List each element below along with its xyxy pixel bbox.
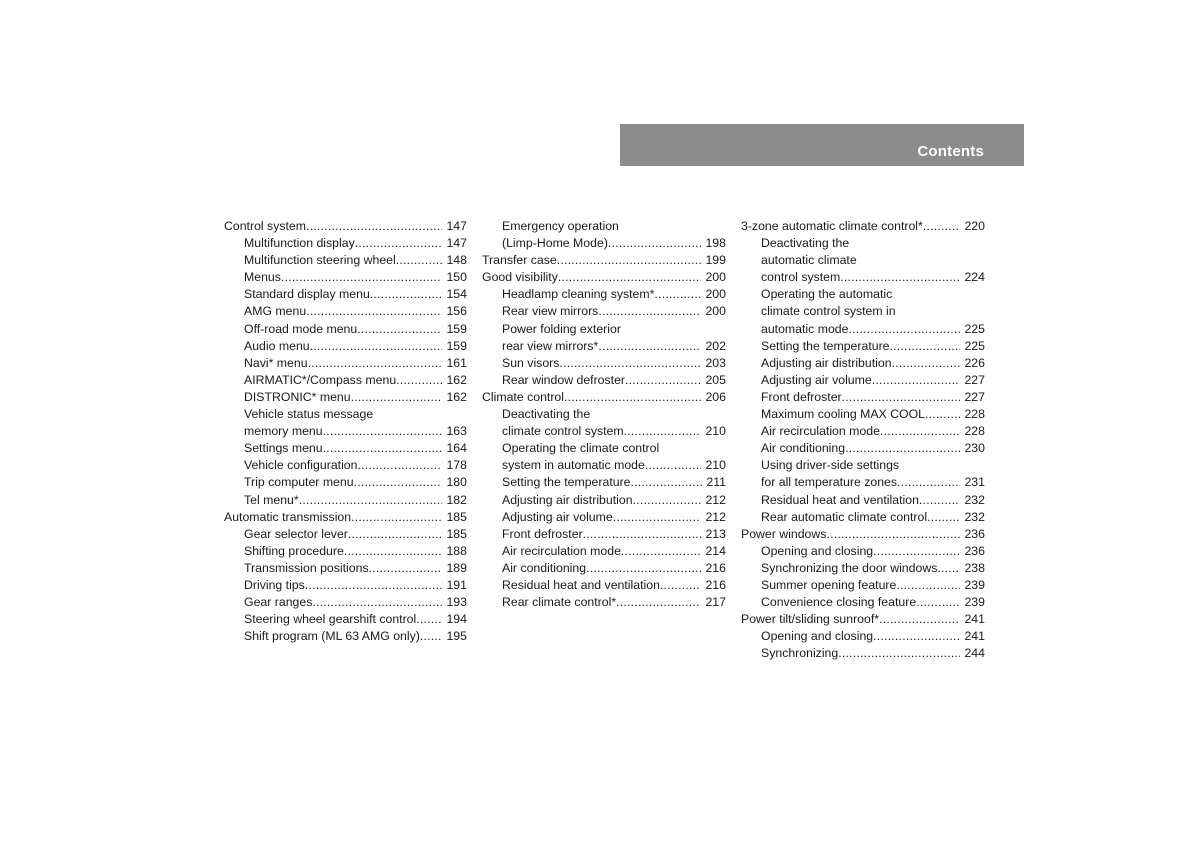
toc-entry[interactable] <box>482 235 726 252</box>
toc-entry-page: 211 <box>706 475 726 490</box>
toc-entry-label: Opening and closing <box>761 629 874 644</box>
toc-entry-page: 227 <box>964 372 985 387</box>
toc-entry[interactable] <box>224 577 467 594</box>
toc-entry-page: 244 <box>964 646 985 661</box>
toc-entry-page: 230 <box>964 441 985 456</box>
toc-leader-dots <box>564 389 701 406</box>
toc-entry[interactable] <box>224 474 467 491</box>
toc-leader-dots <box>312 594 442 611</box>
toc-entry-page: 199 <box>705 253 726 268</box>
toc-entry-label: Headlamp cleaning system* <box>502 287 655 302</box>
toc-entry-label: system in automatic mode <box>502 458 645 473</box>
toc-leader-dots <box>842 389 961 406</box>
toc-entry[interactable] <box>224 526 467 543</box>
toc-entry-page: 220 <box>964 219 985 233</box>
toc-entry[interactable] <box>224 338 467 355</box>
toc-entry-page: 185 <box>446 526 467 541</box>
toc-leader-dots <box>416 611 442 628</box>
toc-entry-page: 241 <box>964 629 985 644</box>
toc-entry[interactable] <box>482 286 726 303</box>
toc-entry-label: (Limp-Home Mode) <box>502 236 608 251</box>
toc-entry[interactable] <box>741 218 985 235</box>
toc-entry-label: Front defroster <box>761 389 842 404</box>
toc-entry-page: 195 <box>446 629 467 644</box>
toc-entry-label: Power folding exterior <box>502 321 621 336</box>
toc-entry-label: AIRMATIC*/Compass menu <box>244 372 397 387</box>
toc-entry-page: 198 <box>705 236 726 251</box>
toc-leader-dots <box>927 509 960 526</box>
toc-entry-page: 228 <box>964 407 985 422</box>
toc-leader-dots <box>897 474 960 491</box>
toc-entry-label: Rear climate control* <box>502 595 617 610</box>
toc-leader-dots <box>645 457 702 474</box>
toc-entry-label: Adjusting air distribution <box>761 355 892 370</box>
toc-entry-label: Operating the automatic <box>761 287 893 302</box>
toc-entry-page: 225 <box>964 321 985 336</box>
toc-leader-dots <box>396 372 442 389</box>
toc-entry[interactable] <box>224 252 467 269</box>
toc-entry-page: 232 <box>964 492 985 507</box>
toc-leader-dots <box>308 355 443 372</box>
toc-entry-label: Synchronizing the door windows <box>761 560 938 575</box>
toc-entry-label: Air recirculation mode <box>502 543 621 558</box>
toc-leader-dots <box>559 355 701 372</box>
toc-leader-dots <box>396 252 443 269</box>
toc-leader-dots <box>840 269 960 286</box>
toc-entry[interactable] <box>224 321 467 338</box>
toc-entry[interactable] <box>741 286 985 303</box>
toc-leader-dots <box>420 628 443 645</box>
toc-leader-dots <box>281 269 443 286</box>
toc-entry[interactable] <box>482 457 726 474</box>
toc-entry-label: Shifting procedure <box>244 543 344 558</box>
toc-leader-dots <box>613 509 702 526</box>
toc-entry[interactable] <box>482 560 726 577</box>
toc-entry-page: 224 <box>964 270 985 285</box>
toc-entry-label: Settings menu <box>244 441 323 456</box>
toc-leader-dots <box>625 372 701 389</box>
toc-entry-page: 161 <box>446 355 467 370</box>
toc-entry[interactable] <box>482 543 726 560</box>
toc-entry[interactable] <box>741 440 985 457</box>
toc-entry[interactable] <box>741 543 985 560</box>
toc-entry-page: 182 <box>446 492 467 507</box>
toc-entry[interactable] <box>741 372 985 389</box>
toc-entry-label: Vehicle status message <box>244 407 374 422</box>
toc-entry-page: 214 <box>705 543 726 558</box>
toc-entry-label: Multifunction display <box>244 236 355 251</box>
toc-column-2 <box>482 218 726 611</box>
toc-entry-label: climate control system <box>502 424 624 439</box>
toc-entry-page: 156 <box>446 304 467 319</box>
toc-entry-label: Air conditioning <box>761 441 846 456</box>
toc-entry-page: 212 <box>705 509 726 524</box>
toc-entry[interactable] <box>224 509 467 526</box>
toc-entry-page: 236 <box>964 543 985 558</box>
toc-leader-dots <box>354 474 443 491</box>
toc-entry[interactable] <box>741 509 985 526</box>
toc-entry-label: automatic mode <box>761 321 849 336</box>
toc-entry-page: 227 <box>964 389 985 404</box>
toc-entry-label: Control system <box>224 219 307 233</box>
toc-entry-label: DISTRONIC* menu <box>244 389 351 404</box>
toc-entry-label: Tel menu* <box>244 492 299 507</box>
toc-entry-label: Operating the climate control <box>502 441 660 456</box>
toc-entry-page: 163 <box>446 424 467 439</box>
toc-entry-page: 188 <box>446 543 467 558</box>
toc-entry[interactable] <box>741 252 985 269</box>
toc-entry-page: 185 <box>446 509 467 524</box>
toc-entry-label: Synchronizing <box>761 646 839 661</box>
toc-entry-label: Menus <box>244 270 281 285</box>
toc-entry[interactable] <box>224 303 467 320</box>
toc-entry-label: AMG menu <box>244 304 307 319</box>
toc-leader-dots <box>616 594 701 611</box>
toc-leader-dots <box>845 440 960 457</box>
toc-entry[interactable] <box>224 560 467 577</box>
toc-leader-dots <box>873 628 960 645</box>
toc-entry-label: Power tilt/sliding sunroof* <box>741 612 880 627</box>
section-title: Contents <box>917 143 984 160</box>
toc-entry-label: rear view mirrors* <box>502 338 599 353</box>
toc-entry-page: 241 <box>964 612 985 627</box>
toc-entry-page: 216 <box>705 577 726 592</box>
toc-entry[interactable] <box>482 594 726 611</box>
toc-entry-label: Rear automatic climate control <box>761 509 928 524</box>
toc-entry[interactable] <box>741 611 985 628</box>
toc-leader-dots <box>937 560 960 577</box>
toc-entry[interactable] <box>741 423 985 440</box>
toc-entry[interactable] <box>224 423 467 440</box>
toc-leader-dots <box>923 218 961 235</box>
toc-entry-label: Power windows <box>741 526 827 541</box>
toc-entry-page: 236 <box>964 526 985 541</box>
toc-entry-page: 178 <box>446 458 467 473</box>
toc-entry[interactable] <box>224 286 467 303</box>
toc-leader-dots <box>351 509 442 526</box>
toc-entry[interactable] <box>482 218 726 235</box>
toc-leader-dots <box>299 492 443 509</box>
toc-leader-dots <box>849 321 961 338</box>
toc-entry[interactable] <box>224 611 467 628</box>
toc-entry-page: 154 <box>446 287 467 302</box>
toc-entry-label: Climate control <box>482 389 565 404</box>
toc-entry-page: 226 <box>964 355 985 370</box>
toc-leader-dots <box>624 423 702 440</box>
toc-entry[interactable] <box>741 303 985 320</box>
toc-entry-page: 238 <box>964 560 985 575</box>
toc-leader-dots <box>631 474 703 491</box>
toc-entry-label: Standard display menu <box>244 287 370 302</box>
toc-entry-label: Residual heat and ventilation <box>761 492 919 507</box>
toc-leader-dots <box>355 235 443 252</box>
toc-entry-page: 162 <box>446 389 467 404</box>
toc-entry-page: 228 <box>964 424 985 439</box>
toc-entry-page: 150 <box>446 270 467 285</box>
toc-entry[interactable] <box>482 252 726 269</box>
toc-entry-label: Multifunction steering wheel <box>244 253 396 268</box>
toc-entry-label: Vehicle configuration <box>244 458 358 473</box>
toc-entry-label: Air conditioning <box>502 560 587 575</box>
toc-entry-page: 217 <box>705 595 726 610</box>
toc-entry[interactable] <box>224 440 467 457</box>
toc-entry[interactable] <box>482 423 726 440</box>
toc-leader-dots <box>896 577 960 594</box>
toc-entry[interactable] <box>224 543 467 560</box>
toc-entry-page: 225 <box>964 338 985 353</box>
toc-entry[interactable] <box>741 577 985 594</box>
toc-leader-dots <box>351 389 443 406</box>
toc-leader-dots <box>872 372 961 389</box>
toc-leader-dots <box>310 338 443 355</box>
toc-entry[interactable] <box>482 355 726 372</box>
toc-entry[interactable] <box>482 474 726 491</box>
toc-column-1 <box>224 218 467 645</box>
toc-leader-dots <box>598 338 701 355</box>
toc-entry-label: Good visibility <box>482 270 558 285</box>
toc-entry-label: Front defroster <box>502 526 583 541</box>
toc-entry[interactable] <box>482 303 726 320</box>
toc-entry-page: 210 <box>705 424 726 439</box>
toc-entry-label: Deactivating the <box>761 236 850 251</box>
toc-entry-page: 194 <box>446 612 467 627</box>
toc-leader-dots <box>919 492 961 509</box>
toc-entry-label: Sun visors <box>502 355 560 370</box>
toc-entry[interactable] <box>224 492 467 509</box>
toc-leader-dots <box>890 338 961 355</box>
toc-entry-label: Gear ranges <box>244 595 313 610</box>
toc-entry-page: 239 <box>964 595 985 610</box>
toc-entry-label: Rear window defroster <box>502 372 626 387</box>
toc-entry[interactable] <box>482 269 726 286</box>
toc-entry[interactable] <box>741 269 985 286</box>
toc-entry-label: 3-zone automatic climate control* <box>741 219 923 233</box>
toc-leader-dots <box>925 406 960 423</box>
toc-entry[interactable] <box>482 338 726 355</box>
toc-leader-dots <box>598 303 701 320</box>
toc-entry-label: Shift program (ML 63 AMG only) <box>244 629 420 644</box>
toc-leader-dots <box>323 423 443 440</box>
toc-entry-page: 189 <box>446 560 467 575</box>
toc-entry-label: Driving tips <box>244 577 305 592</box>
toc-entry-page: 205 <box>705 372 726 387</box>
toc-leader-dots <box>558 269 702 286</box>
toc-leader-dots <box>608 235 702 252</box>
toc-leader-dots <box>916 594 960 611</box>
toc-entry-label: Opening and closing <box>761 543 874 558</box>
toc-entry-label: Transfer case <box>482 253 557 268</box>
toc-entry-page: 159 <box>446 338 467 353</box>
toc-entry-label: Adjusting air volume <box>761 372 872 387</box>
toc-leader-dots <box>654 286 701 303</box>
toc-entry-label: memory menu <box>244 424 323 439</box>
toc-leader-dots <box>557 252 702 269</box>
toc-entry[interactable] <box>741 338 985 355</box>
toc-entry[interactable] <box>482 321 726 338</box>
toc-leader-dots <box>357 321 442 338</box>
toc-entry-page: 193 <box>446 595 467 610</box>
toc-entry[interactable] <box>482 372 726 389</box>
toc-entry[interactable] <box>482 509 726 526</box>
toc-entry[interactable] <box>482 440 726 457</box>
toc-entry-page: 200 <box>705 270 726 285</box>
toc-leader-dots <box>621 543 702 560</box>
toc-entry[interactable] <box>741 235 985 252</box>
toc-entry[interactable] <box>741 628 985 645</box>
toc-entry-page: 200 <box>705 287 726 302</box>
toc-entry[interactable] <box>741 474 985 491</box>
toc-entry[interactable] <box>482 492 726 509</box>
toc-entry-label: Adjusting air volume <box>502 509 613 524</box>
toc-leader-dots <box>344 543 443 560</box>
toc-entry-page: 232 <box>964 509 985 524</box>
toc-entry-label: Automatic transmission <box>224 509 352 524</box>
toc-leader-dots <box>306 303 442 320</box>
toc-entry[interactable] <box>741 457 985 474</box>
toc-entry-page: 148 <box>446 253 467 268</box>
toc-entry[interactable] <box>741 355 985 372</box>
toc-entry[interactable] <box>482 526 726 543</box>
toc-entry-page: 159 <box>446 321 467 336</box>
toc-entry[interactable] <box>224 355 467 372</box>
toc-leader-dots <box>873 543 960 560</box>
toc-entry[interactable] <box>224 406 467 423</box>
toc-entry[interactable] <box>224 235 467 252</box>
toc-leader-dots <box>892 355 961 372</box>
toc-entry-label: Setting the temperature <box>502 475 631 490</box>
toc-entry[interactable] <box>741 492 985 509</box>
toc-entry-page: 180 <box>446 475 467 490</box>
toc-entry-label: Emergency operation <box>502 219 619 233</box>
toc-entry-page: 191 <box>446 577 467 592</box>
toc-entry-page: 213 <box>705 526 726 541</box>
toc-entry-label: Adjusting air distribution <box>502 492 633 507</box>
toc-entry-label: Using driver-side settings <box>761 458 900 473</box>
toc-entry[interactable] <box>224 389 467 406</box>
toc-entry-page: 206 <box>705 389 726 404</box>
toc-leader-dots <box>348 526 443 543</box>
toc-leader-dots <box>633 492 702 509</box>
toc-entry-label: for all temperature zones <box>761 475 898 490</box>
toc-leader-dots <box>586 560 701 577</box>
toc-entry[interactable] <box>741 321 985 338</box>
toc-entry-page: 147 <box>446 219 467 233</box>
toc-entry-label: Residual heat and ventilation <box>502 577 660 592</box>
toc-entry-page: 231 <box>964 475 985 490</box>
toc-entry-page: 162 <box>446 372 467 387</box>
section-header-bar <box>620 124 1024 166</box>
toc-entry-page: 203 <box>705 355 726 370</box>
toc-entry[interactable] <box>482 389 726 406</box>
toc-entry[interactable] <box>224 628 467 645</box>
toc-entry-label: climate control system in <box>761 304 896 319</box>
toc-entry[interactable] <box>224 457 467 474</box>
toc-column-3 <box>741 218 985 662</box>
toc-entry-label: Deactivating the <box>502 407 591 422</box>
toc-entry-page: 164 <box>446 441 467 456</box>
toc-entry[interactable] <box>741 526 985 543</box>
toc-entry-label: control system <box>761 270 841 285</box>
toc-entry-page: 216 <box>705 560 726 575</box>
toc-entry[interactable] <box>741 594 985 611</box>
toc-entry[interactable] <box>224 218 467 235</box>
toc-entry[interactable] <box>224 594 467 611</box>
toc-entry-label: Convenience closing feature <box>761 595 917 610</box>
toc-entry-label: Setting the temperature <box>761 338 890 353</box>
toc-leader-dots <box>583 526 702 543</box>
toc-entry-page: 202 <box>705 338 726 353</box>
toc-leader-dots <box>357 457 442 474</box>
toc-entry-page: 239 <box>964 577 985 592</box>
toc-entry-page: 212 <box>705 492 726 507</box>
toc-entry-label: Navi* menu <box>244 355 308 370</box>
toc-leader-dots <box>660 577 702 594</box>
toc-entry[interactable] <box>741 389 985 406</box>
toc-entry-label: automatic climate <box>761 253 857 268</box>
toc-entry[interactable] <box>741 406 985 423</box>
toc-leader-dots <box>880 423 961 440</box>
toc-leader-dots <box>838 645 960 662</box>
toc-leader-dots <box>826 526 960 543</box>
toc-entry-label: Transmission positions <box>244 560 369 575</box>
toc-entry[interactable] <box>741 560 985 577</box>
toc-entry-page: 210 <box>705 458 726 473</box>
toc-entry-label: Off-road mode menu <box>244 321 358 336</box>
toc-entry-page: 147 <box>446 236 467 251</box>
toc-leader-dots <box>306 218 442 235</box>
toc-entry-label: Trip computer menu <box>244 475 354 490</box>
toc-entry-label: Rear view mirrors <box>502 304 599 319</box>
toc-entry[interactable] <box>224 269 467 286</box>
toc-leader-dots <box>305 577 443 594</box>
toc-entry-label: Steering wheel gearshift control <box>244 612 417 627</box>
toc-entry[interactable] <box>482 406 726 423</box>
toc-leader-dots <box>323 440 443 457</box>
toc-entry-label: Audio menu <box>244 338 310 353</box>
toc-entry[interactable] <box>224 372 467 389</box>
toc-entry[interactable] <box>741 645 985 662</box>
toc-leader-dots <box>369 560 443 577</box>
toc-entry-label: Maximum cooling MAX COOL <box>761 407 926 422</box>
toc-entry-page: 200 <box>705 304 726 319</box>
toc-entry-label: Air recirculation mode <box>761 424 880 439</box>
toc-entry[interactable] <box>482 577 726 594</box>
toc-leader-dots <box>879 611 960 628</box>
toc-leader-dots <box>370 286 443 303</box>
toc-entry-label: Summer opening feature <box>761 577 897 592</box>
toc-entry-label: Gear selector lever <box>244 526 348 541</box>
